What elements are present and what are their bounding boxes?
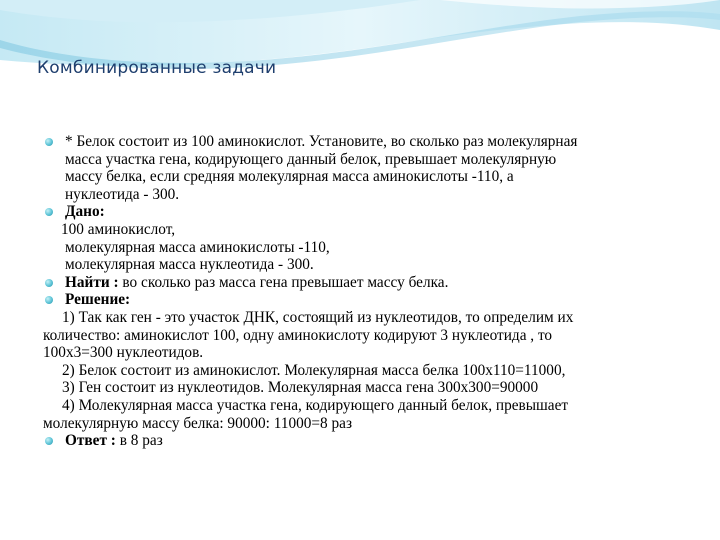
given-line: молекулярная масса аминокислоты -110, bbox=[65, 238, 330, 256]
solution-label: Решение: bbox=[65, 291, 131, 309]
solution-line: количество: аминокислот 100, одну аминокислоту кодируют 3 нуклеотида , то bbox=[43, 326, 553, 344]
solution-line: 4) Молекулярная масса участка гена, кодирующего данный белок, превышает bbox=[62, 396, 569, 414]
solution-line: 1) Так как ген - это участок ДНК, состоящий из нуклеотидов, то определим их bbox=[62, 308, 574, 326]
find-label: Найти : bbox=[65, 273, 119, 291]
problem-line: нуклеотида - 300. bbox=[65, 185, 180, 203]
solution-line: 100х3=300 нуклеотидов. bbox=[43, 344, 204, 362]
problem-line: * Белок состоит из 100 аминокислот. Установите, во сколько раз молекулярная bbox=[65, 133, 578, 150]
solution-line: 2) Белок состоит из аминокислот. Молекулярная масса белка 100х110=11000, bbox=[62, 361, 566, 379]
given-line: 100 аминокислот, bbox=[61, 220, 176, 238]
solution-line: 3) Ген состоит из нуклеотидов. Молекулярная масса гена 300х300=90000 bbox=[62, 379, 539, 397]
given-line: молекулярная масса нуклеотида - 300. bbox=[65, 256, 314, 274]
find-text: во сколько раз масса гена превышает массу белка. bbox=[118, 273, 449, 291]
answer-text: в 8 раз bbox=[115, 432, 163, 450]
answer-section bbox=[43, 432, 693, 450]
slide-title: Комбинированные задачи bbox=[37, 58, 277, 78]
header-wave-decoration bbox=[0, 0, 720, 110]
given-section bbox=[43, 203, 693, 273]
solution-line: молекулярную массу белка: 90000: 11000=8 раз bbox=[43, 414, 352, 432]
answer-label: Ответ : bbox=[65, 432, 116, 450]
given-label: Дано: bbox=[65, 203, 105, 221]
find-section bbox=[43, 274, 693, 292]
problem-line: массу белка, если средняя молекулярная масса аминокислоты -110, а bbox=[65, 168, 514, 186]
problem-line: масса участка гена, кодирующего данный белок, превышает молекулярную bbox=[65, 150, 557, 168]
problem-statement bbox=[43, 133, 693, 203]
slide-content bbox=[43, 133, 693, 450]
solution-section bbox=[43, 291, 693, 432]
